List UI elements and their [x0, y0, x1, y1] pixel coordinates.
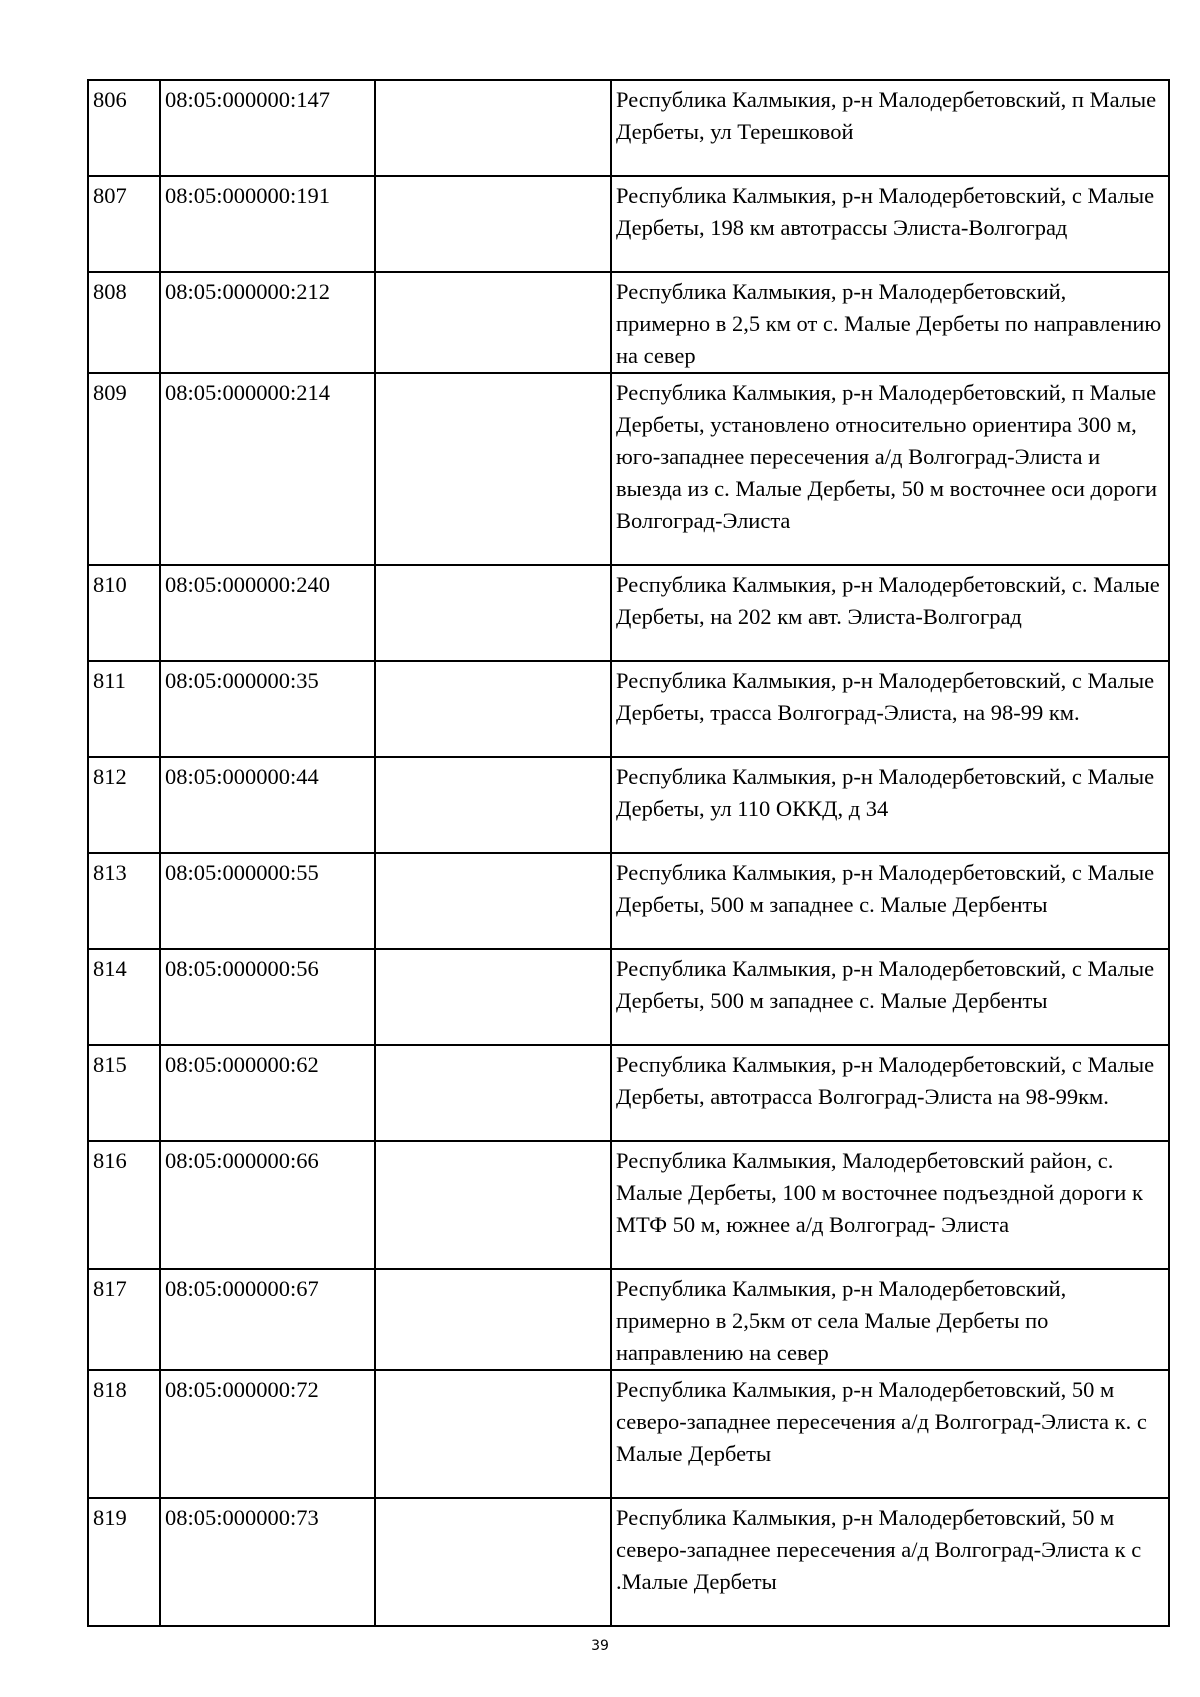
- empty-cell: [375, 1269, 611, 1370]
- cadastral-number-cell: 08:05:000000:191: [160, 176, 375, 272]
- table-row: [88, 1045, 1169, 1141]
- table-row: [88, 1269, 1169, 1370]
- address-cell: Республика Калмыкия, р-н Малодербетовский, с Малые Дербеты, 198 км автотрассы Элиста-Волгоград: [611, 176, 1169, 272]
- empty-cell: [375, 1045, 611, 1141]
- parcel-table-body: [88, 80, 1169, 1626]
- cadastral-number-cell: 08:05:000000:212: [160, 272, 375, 373]
- empty-cell: [375, 373, 611, 565]
- address-cell: Республика Калмыкия, Малодербетовский район, с. Малые Дербеты, 100 м восточнее подъездной дороги к МТФ 50 м, южнее а/д Волгоград- Элиста: [611, 1141, 1169, 1269]
- cadastral-number-cell: 08:05:000000:55: [160, 853, 375, 949]
- address-cell: Республика Калмыкия, р-н Малодербетовский, п Малые Дербеты, ул Терешковой: [611, 80, 1169, 176]
- address-cell: Республика Калмыкия, р-н Малодербетовский, с Малые Дербеты, 500 м западнее с. Малые Дербенты: [611, 853, 1169, 949]
- row-number-cell: 818: [88, 1370, 160, 1498]
- table-row: [88, 757, 1169, 853]
- cadastral-number-cell: 08:05:000000:62: [160, 1045, 375, 1141]
- table-row: [88, 1498, 1169, 1626]
- address-cell: Республика Калмыкия, р-н Малодербетовский, с. Малые Дербеты, на 202 км авт. Элиста-Волгоград: [611, 565, 1169, 661]
- empty-cell: [375, 1370, 611, 1498]
- row-number-cell: 816: [88, 1141, 160, 1269]
- empty-cell: [375, 176, 611, 272]
- empty-cell: [375, 853, 611, 949]
- row-number-cell: 810: [88, 565, 160, 661]
- address-cell: Республика Калмыкия, р-н Малодербетовский, примерно в 2,5км от села Малые Дербеты по направлению на север: [611, 1269, 1169, 1370]
- row-number-cell: 811: [88, 661, 160, 757]
- empty-cell: [375, 757, 611, 853]
- table-row: [88, 176, 1169, 272]
- cadastral-number-cell: 08:05:000000:214: [160, 373, 375, 565]
- table-row: [88, 949, 1169, 1045]
- table-row: [88, 1141, 1169, 1269]
- table-row: [88, 373, 1169, 565]
- empty-cell: [375, 1141, 611, 1269]
- row-number-cell: 815: [88, 1045, 160, 1141]
- table-row: [88, 1370, 1169, 1498]
- row-number-cell: 808: [88, 272, 160, 373]
- address-cell: Республика Калмыкия, р-н Малодербетовский, с Малые Дербеты, автотрасса Волгоград-Элиста на 98-99км.: [611, 1045, 1169, 1141]
- empty-cell: [375, 80, 611, 176]
- row-number-cell: 814: [88, 949, 160, 1045]
- address-cell: Республика Калмыкия, р-н Малодербетовский, с Малые Дербеты, трасса Волгоград-Элиста, на 98-99 км.: [611, 661, 1169, 757]
- address-cell: Республика Калмыкия, р-н Малодербетовский, с Малые Дербеты, 500 м западнее с. Малые Дербенты: [611, 949, 1169, 1045]
- cadastral-number-cell: 08:05:000000:66: [160, 1141, 375, 1269]
- empty-cell: [375, 1498, 611, 1626]
- cadastral-number-cell: 08:05:000000:240: [160, 565, 375, 661]
- address-cell: Республика Калмыкия, р-н Малодербетовский, 50 м северо-западнее пересечения а/д Волгоград-Элиста к. с Малые Дербеты: [611, 1370, 1169, 1498]
- cadastral-number-cell: 08:05:000000:72: [160, 1370, 375, 1498]
- address-cell: Республика Калмыкия, р-н Малодербетовский, примерно в 2,5 км от с. Малые Дербеты по направлению на север: [611, 272, 1169, 373]
- address-cell: Республика Калмыкия, р-н Малодербетовский, с Малые Дербеты, ул 110 ОККД, д 34: [611, 757, 1169, 853]
- parcel-table: [87, 79, 1170, 1627]
- cadastral-number-cell: 08:05:000000:73: [160, 1498, 375, 1626]
- page-number: 39: [591, 1638, 609, 1654]
- row-number-cell: 809: [88, 373, 160, 565]
- cadastral-number-cell: 08:05:000000:67: [160, 1269, 375, 1370]
- row-number-cell: 807: [88, 176, 160, 272]
- table-row: [88, 80, 1169, 176]
- cadastral-number-cell: 08:05:000000:35: [160, 661, 375, 757]
- table-row: [88, 565, 1169, 661]
- cadastral-number-cell: 08:05:000000:147: [160, 80, 375, 176]
- address-cell: Республика Калмыкия, р-н Малодербетовский, п Малые Дербеты, установлено относительно ориентира 300 м, юго-западнее пересечения а/д Волгоград-Элиста и выезда из с. Малые Дербеты, 50 м восточнее оси дороги Волгоград-Элиста: [611, 373, 1169, 565]
- row-number-cell: 819: [88, 1498, 160, 1626]
- empty-cell: [375, 272, 611, 373]
- row-number-cell: 817: [88, 1269, 160, 1370]
- empty-cell: [375, 565, 611, 661]
- address-cell: Республика Калмыкия, р-н Малодербетовский, 50 м северо-западнее пересечения а/д Волгоград-Элиста к с .Малые Дербеты: [611, 1498, 1169, 1626]
- cadastral-number-cell: 08:05:000000:44: [160, 757, 375, 853]
- empty-cell: [375, 661, 611, 757]
- row-number-cell: 813: [88, 853, 160, 949]
- table-row: [88, 661, 1169, 757]
- row-number-cell: 806: [88, 80, 160, 176]
- row-number-cell: 812: [88, 757, 160, 853]
- table-row: [88, 272, 1169, 373]
- empty-cell: [375, 949, 611, 1045]
- table-row: [88, 853, 1169, 949]
- cadastral-number-cell: 08:05:000000:56: [160, 949, 375, 1045]
